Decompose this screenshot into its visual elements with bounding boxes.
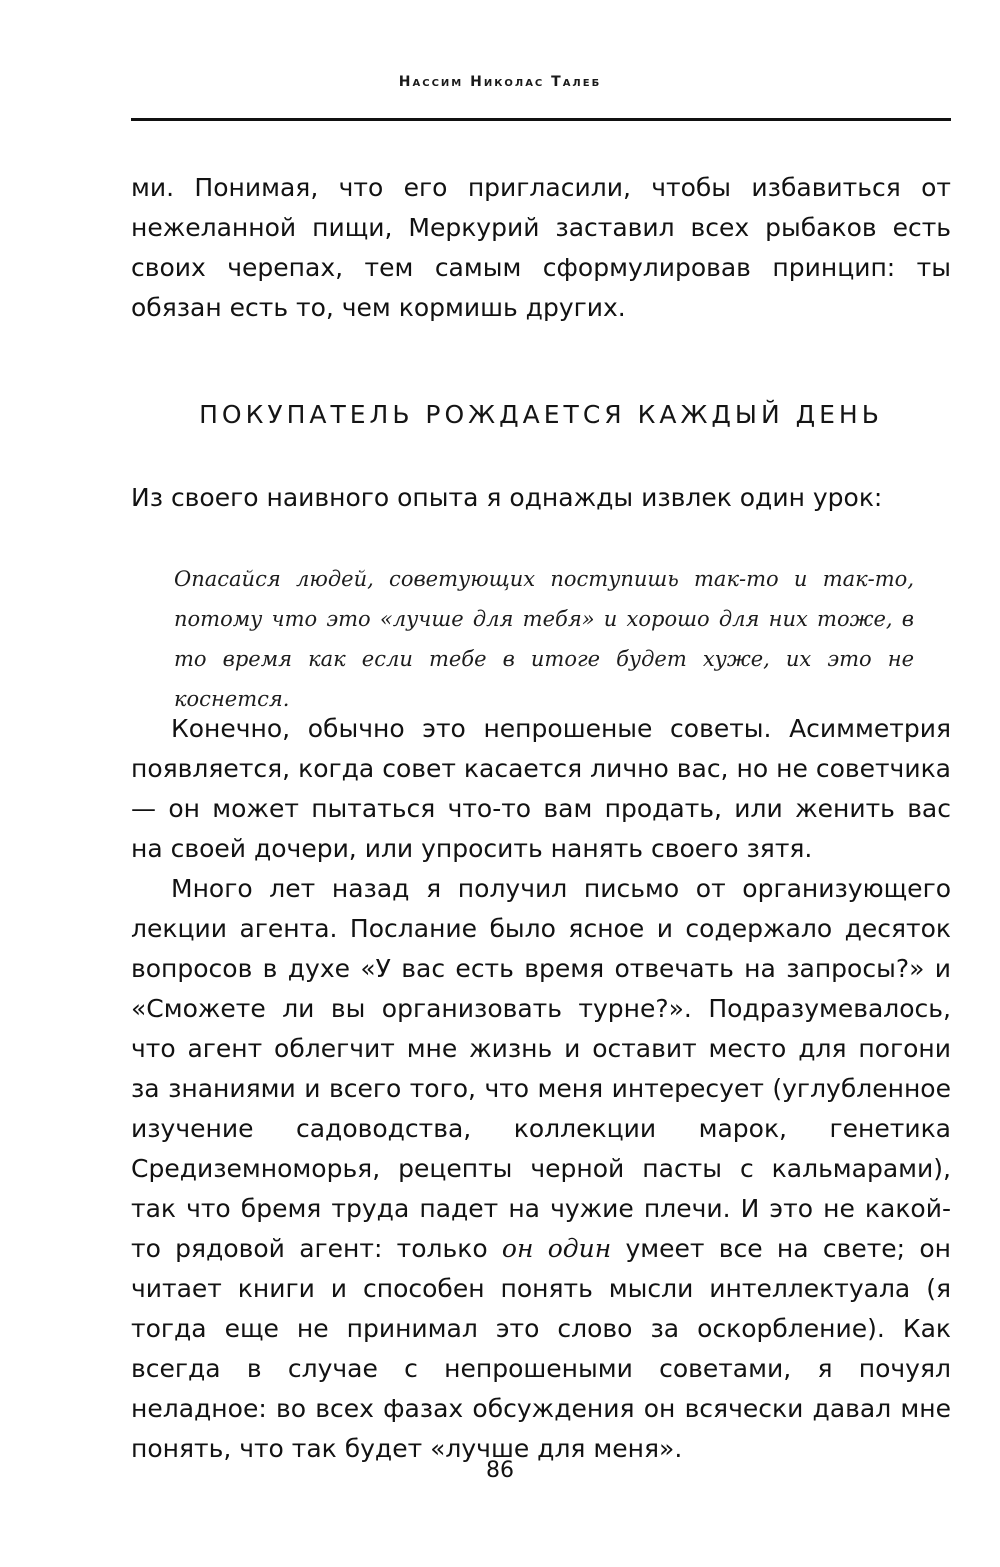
epigraph-quote: Опасайся людей, советующих поступишь так-то и так-то, потому что это «лучше для тебя» и хорошо для них тоже, в то время как если тебе в итоге будет хуже, их это не коснется. [174,567,914,711]
header-rule [131,118,951,121]
running-head-author: Нассим Николас Талеб [398,74,602,90]
body-paragraph-2-emphasis: он один [501,1234,612,1263]
body-paragraph-2-start: Много лет назад я получил письмо от организующего лекции агента. Послание было ясное и содержало десяток вопросов в духе «У вас есть время отвечать на запросы?» и «Сможете ли вы организовать турне?». Подразумевалось, что агент облегчит мне жизнь и оставит место для погони за знаниями и всего того, что меня интересует (углубленное изучение садоводства, коллекции марок, генетика Средиземноморья, рецепты черной пасты с кальмарами), так что бремя труда падет на чужие плечи. И это не какой-то рядовой агент: только [131,874,951,1263]
lead-text: Из своего наивного опыта я однажды извлек один урок: [131,483,883,512]
page-number: 86 [486,1458,514,1483]
intro-text: ми. Понимая, что его пригласили, чтобы избавиться от нежеланной пищи, Меркурий заставил всех рыбаков есть своих черепах, тем самым сформулировав принцип: ты обязан есть то, чем кормишь других. [131,173,951,322]
body-paragraph-2 [131,869,951,1469]
body-paragraphs [131,709,951,1469]
body-paragraph-2-end: умеет все на свете; он читает книги и способен понять мысли интеллектуала (я тогда еще не принимал это слово за оскорбление). Как всегда в случае с непрошеными советами, я почуял неладное: во всех фазах обсуждения он всячески давал мне понять, что так будет «лучше для меня». [131,1234,952,1463]
section-heading: ПОКУПАТЕЛЬ РОЖДАЕТСЯ КАЖДЫЙ ДЕНЬ [199,400,883,429]
lead-paragraph [131,478,951,518]
intro-paragraph [131,168,951,328]
body-paragraph-1: Конечно, обычно это непрошеные советы. Асимметрия появляется, когда совет касается лично вас, но не советчика — он может пытаться что-то вам продать, или женить вас на своей дочери, или упросить нанять своего зятя. [131,714,951,863]
